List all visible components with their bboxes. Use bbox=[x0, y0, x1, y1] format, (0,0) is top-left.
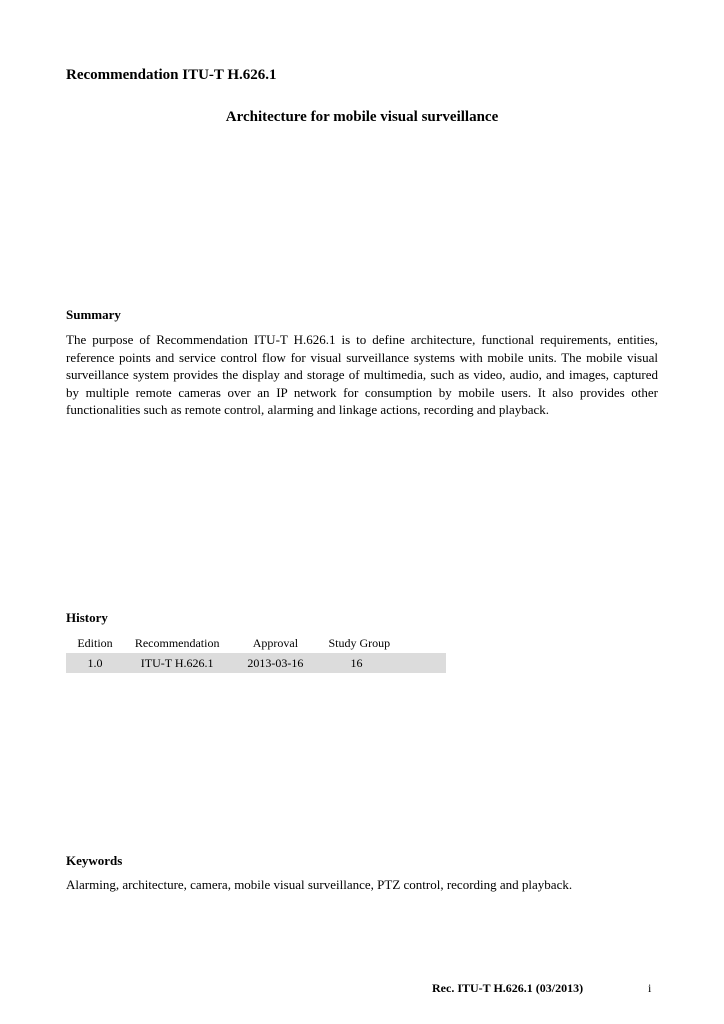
history-heading: History bbox=[66, 610, 108, 625]
history-table bbox=[66, 634, 446, 673]
summary-heading: Summary bbox=[66, 307, 121, 322]
col-recommendation-header: Recommendation bbox=[134, 636, 220, 650]
history-header-row bbox=[66, 634, 446, 653]
cell-edition: 1.0 bbox=[66, 653, 124, 673]
recommendation-title: Recommendation ITU-T H.626.1 bbox=[66, 67, 277, 83]
document-title: Architecture for mobile visual surveillance bbox=[225, 109, 499, 125]
keywords-text: Alarming, architecture, camera, mobile visual surveillance, PTZ control, recording and playback. bbox=[66, 877, 573, 892]
keywords-heading: Keywords bbox=[66, 853, 123, 868]
col-study-group-header: Study Group bbox=[328, 636, 391, 650]
table-row bbox=[66, 653, 446, 673]
page-number: i bbox=[648, 981, 652, 995]
cell-study-group: 16 bbox=[320, 653, 446, 673]
col-edition-header: Edition bbox=[77, 636, 113, 650]
col-approval-header: Approval bbox=[252, 636, 299, 650]
cell-recommendation: ITU-T H.626.1 bbox=[124, 653, 230, 673]
footer-reference: Rec. ITU-T H.626.1 (03/2013) bbox=[432, 981, 584, 995]
cell-approval: 2013-03-16 bbox=[230, 653, 320, 673]
summary-text: The purpose of Recommendation ITU-T H.626.1 is to define architecture, functional requirements, entities, reference points and service control flow for visual surveillance systems with mobile units. The mobile visual surveillance system provides the display and storage of multimedia, such as video, audio, and images, captured by multiple remote cameras over an IP network for consumption by mobile users. It also provides other functionalities such as remote control, alarming and linkage actions, recording and playback. bbox=[66, 332, 658, 417]
